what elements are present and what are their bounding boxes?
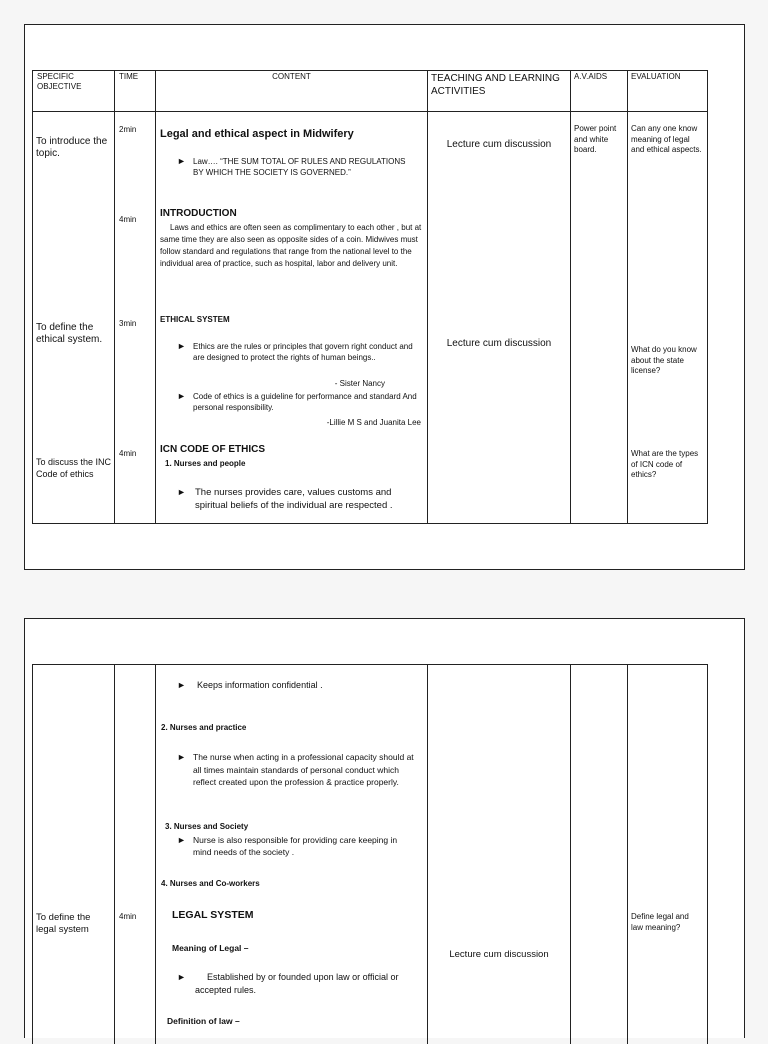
evaluation-state-license: What do you know about the state license? [631, 345, 697, 375]
code-of-ethics-item [177, 391, 417, 413]
legal-system-heading: LEGAL SYSTEM [172, 909, 254, 921]
evaluation-legal-law: Define legal and law meaning? [631, 912, 689, 932]
objective-inc-code: To discuss the INC Code of ethics [36, 457, 112, 479]
table-bottom-border [32, 523, 708, 524]
practice-item [177, 751, 423, 789]
header-teaching-activities: TEACHING AND LEARNING ACTIVITIES [431, 73, 560, 97]
nurses-and-people-heading: 1. Nurses and people [165, 459, 246, 468]
col-border [627, 70, 628, 524]
triangle-right-icon: ► [177, 341, 186, 351]
law-definition-item [177, 156, 417, 178]
activity-lecture-2: Lecture cum discussion [446, 338, 552, 349]
time-4min-legal: 4min [119, 912, 137, 921]
col-border [155, 70, 156, 524]
objective-legal-system: To define the legal system [36, 912, 91, 935]
society-item [177, 834, 417, 858]
topic-title: Legal and ethical aspect in Midwifery [160, 128, 354, 140]
confidential-text: Keeps information confidential . [197, 680, 323, 690]
header-evaluation: EVALUATION [631, 72, 681, 81]
triangle-right-icon: ► [177, 680, 186, 690]
objective-introduce: To introduce the topic. [36, 136, 108, 159]
activity-lecture-1: Lecture cum discussion [446, 139, 552, 150]
introduction-heading: INTRODUCTION [160, 208, 237, 219]
triangle-right-icon: ► [177, 487, 186, 497]
triangle-right-icon: ► [177, 391, 186, 401]
meaning-of-legal-heading: Meaning of Legal – [172, 943, 249, 953]
definition-of-law-heading: Definition of law – [167, 1016, 240, 1026]
header-specific-objective: SPECIFIC OBJECTIVE [37, 72, 82, 91]
legal-meaning-item [177, 971, 417, 997]
triangle-right-icon: ► [177, 752, 186, 762]
nurses-care-item [177, 486, 423, 512]
col-border [32, 70, 33, 524]
col-border [627, 664, 628, 1044]
ethical-system-heading: ETHICAL SYSTEM [160, 315, 230, 324]
ethics-definition-text: Ethics are the rules or principles that govern right conduct and are designed to protect the rights of human beings.. [193, 342, 413, 362]
evaluation-icn-types: What are the types of ICN code of ethics? [631, 449, 699, 479]
document-page-2 [24, 618, 745, 1038]
nurses-care-text: The nurses provides care, values customs and spiritual beliefs of the individual are respected . [195, 487, 393, 511]
icn-code-heading: ICN CODE OF ETHICS [160, 444, 266, 455]
legal-meaning-text: Established by or founded upon law or official or accepted rules. [195, 972, 399, 995]
practice-text: The nurse when acting in a professional capacity should at all times maintain standards of personal conduct which reflect created upon the profession & practice properly. [193, 752, 414, 787]
header-content: CONTENT [272, 72, 311, 81]
objective-ethical-system: To define the ethical system. [36, 322, 103, 345]
time-4min-intro: 4min [119, 215, 137, 224]
header-bottom-border [32, 111, 708, 112]
col-border [155, 664, 156, 1044]
col-border [707, 70, 708, 524]
col-border [32, 664, 33, 1044]
av-aids-value: Power point and white board. [574, 124, 617, 154]
document-page-1 [24, 24, 745, 570]
col-border [427, 664, 428, 1044]
citation-lillie-juanita: -Lillie M S and Juanita Lee [326, 418, 421, 427]
header-av-aids: A.V.AIDS [574, 72, 608, 81]
col-border [707, 664, 708, 1044]
triangle-right-icon: ► [177, 156, 186, 166]
society-text: Nurse is also responsible for providing care keeping in mind needs of the society . [193, 835, 398, 857]
code-of-ethics-text: Code of ethics is a guideline for performance and standard And personal responsibility. [193, 392, 417, 412]
activity-lecture-3: Lecture cum discussion [449, 949, 549, 960]
time-2min: 2min [119, 125, 137, 134]
col-border [114, 70, 115, 524]
evaluation-1: Can any one know meaning of legal and ethical aspects. [631, 124, 702, 154]
nurses-and-practice-heading: 2. Nurses and practice [161, 723, 247, 732]
ethics-definition-item [177, 341, 417, 363]
col-border [570, 70, 571, 524]
nurses-and-coworkers-heading: 4. Nurses and Co-workers [161, 879, 260, 888]
triangle-right-icon: ► [177, 972, 186, 982]
header-time: TIME [119, 72, 139, 81]
col-border [114, 664, 115, 1044]
table-top-border [32, 70, 708, 71]
col-border [427, 70, 428, 524]
triangle-right-icon: ► [177, 835, 186, 845]
table-top-border [32, 664, 708, 665]
introduction-text: Laws and ethics are often seen as complimentary to each other , but at same time they are also seen as opposite sides of a coin. Midwives must follow standard and regulations that range from the national level to the individual area of practice, such as hospital, labor and delivery unit. [160, 223, 422, 268]
confidential-item [177, 680, 417, 691]
nurses-and-society-heading: 3. Nurses and Society [165, 822, 249, 831]
citation-sister-nancy: - Sister Nancy [334, 379, 385, 388]
time-4min-icn: 4min [119, 449, 137, 458]
law-definition-text: Law…. “THE SUM TOTAL OF RULES AND REGULATIONS BY WHICH THE SOCIETY IS GOVERNED.” [193, 157, 406, 177]
time-3min: 3min [119, 319, 137, 328]
col-border [570, 664, 571, 1044]
